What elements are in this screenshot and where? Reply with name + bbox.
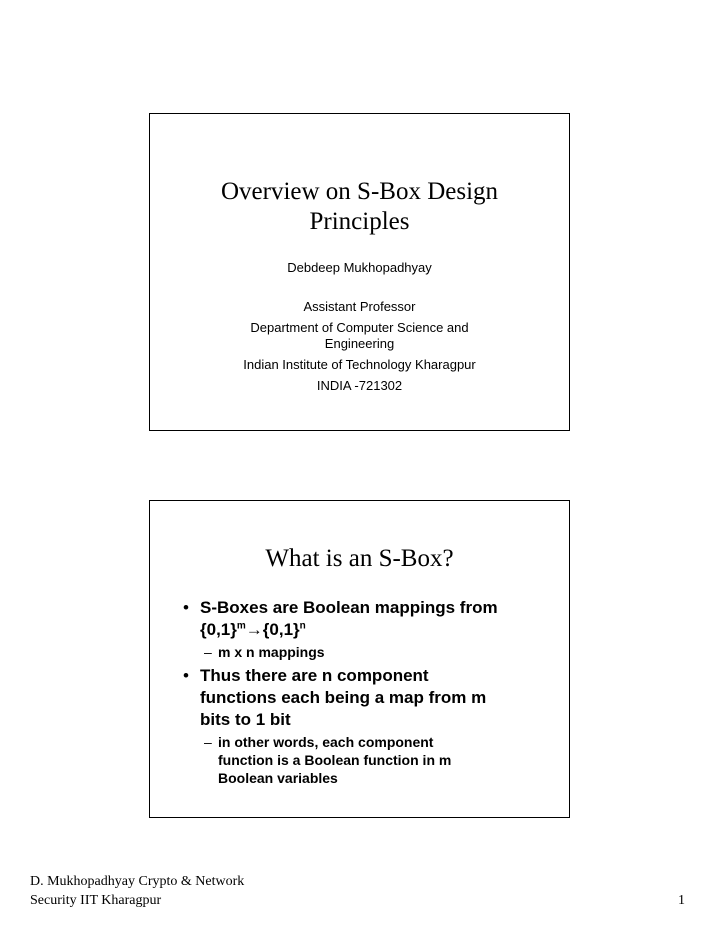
department-line-2: Engineering <box>324 336 395 351</box>
department-line-1: Department of Computer Science and <box>250 320 469 335</box>
page-number: 1 <box>678 893 685 908</box>
sub-bullet-marker: – <box>204 734 212 750</box>
right-arrow-icon: → <box>245 620 263 639</box>
bullet-item <box>176 597 546 641</box>
footer-line-2: Security IIT Kharagpur <box>30 893 162 908</box>
sub-bullet-item <box>176 733 546 787</box>
bullet-list <box>176 597 546 791</box>
author-name: Debdeep Mukhopadhyay <box>287 260 432 275</box>
sub-bullet-text-line: function is a Boolean function in m <box>218 752 452 768</box>
page-footer <box>30 872 244 910</box>
sub-bullet-text-line: Boolean variables <box>218 770 338 786</box>
sub-bullet-text: m x n mappings <box>218 644 325 660</box>
institute-location: INDIA -721302 <box>316 378 403 393</box>
set-codomain: {0,1} <box>262 620 300 639</box>
sub-bullet-item <box>176 643 546 661</box>
bullet-item <box>176 665 546 731</box>
bullet-text-line: S-Boxes are Boolean mappings from <box>200 598 498 617</box>
bullet-marker: • <box>183 666 189 685</box>
bullet-text-line: functions each being a map from m <box>200 688 487 707</box>
set-domain: {0,1} <box>200 620 237 639</box>
author-position: Assistant Professor <box>303 299 416 314</box>
slide-title: What is an S-Box? <box>265 545 454 572</box>
title-line-1: Overview on S-Box Design <box>220 178 499 205</box>
footer-line-1: D. Mukhopadhyay Crypto & Network <box>30 874 245 889</box>
bullet-marker: • <box>183 598 189 617</box>
title-line-2: Principles <box>309 208 410 235</box>
slide-title <box>150 177 569 237</box>
exponent-n: n <box>299 620 306 632</box>
title-slide <box>149 113 570 431</box>
sub-bullet-text-line: in other words, each component <box>218 734 434 750</box>
exponent-m: m <box>236 620 246 632</box>
institute-name: Indian Institute of Technology Kharagpur <box>243 357 476 372</box>
affiliation-block <box>150 299 569 394</box>
sub-bullet-marker: – <box>204 644 212 660</box>
bullet-text-line: bits to 1 bit <box>200 710 291 729</box>
sbox-definition-slide <box>149 500 570 818</box>
bullet-text-line: Thus there are n component <box>200 666 429 685</box>
